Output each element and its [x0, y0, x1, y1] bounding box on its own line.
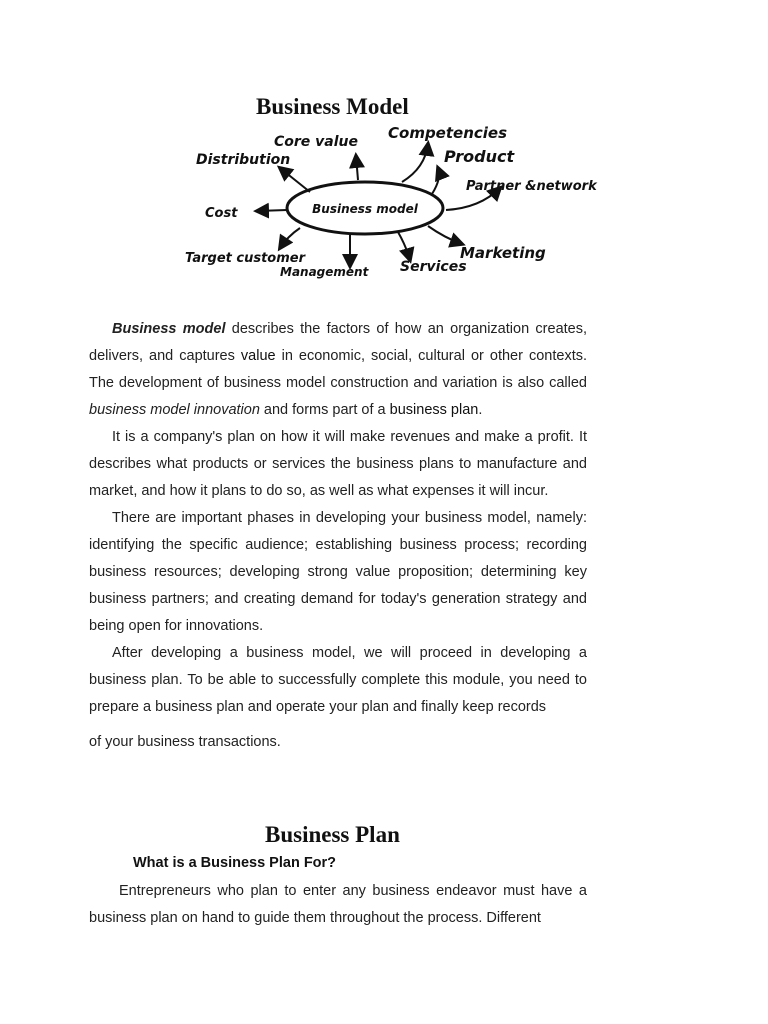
label-distribution: Distribution — [196, 152, 291, 168]
business-model-title: Business Model — [256, 94, 409, 119]
arrow-cost — [257, 210, 287, 211]
paragraph-definition — [89, 316, 587, 424]
link-value[interactable]: value — [240, 348, 276, 364]
paragraph-phases: There are important phases in developing your business model, namely: identifying the specific audience; establishing business process; recording business resources; developing strong value proposition; determining key business partners; and creating demand for today's generation strategy and being open for innovations. — [89, 510, 587, 634]
label-marketing: Marketing — [460, 244, 546, 262]
label-product: Product — [444, 147, 515, 166]
paragraph-company-plan: It is a company's plan on how it will make revenues and make a profit. It describes what products or services the business plans to manufacture and market, and how it plans to do so, as well as what expenses it will incur. — [89, 429, 587, 499]
label-management: Management — [280, 265, 369, 279]
label-cost: Cost — [205, 206, 238, 221]
label-partner-network: Partner &network — [466, 179, 597, 194]
arrow-core-value — [356, 156, 358, 180]
arrow-competencies — [402, 144, 428, 182]
diagram-svg — [170, 118, 620, 290]
label-target-customer: Target customer — [185, 251, 305, 266]
p1-text-c: and forms part of a — [259, 402, 390, 418]
paragraph-after-developing-tail: of your business transactions. — [89, 734, 281, 750]
term-business-model-innovation: business model innovation — [89, 402, 260, 418]
label-services: Services — [400, 259, 467, 275]
paragraph-entrepreneurs: Entrepreneurs who plan to enter any business endeavor must have a business plan on hand to guide them throughout the process. Different — [89, 883, 587, 926]
center-label: Business model — [312, 202, 418, 216]
arrow-marketing — [428, 226, 462, 244]
label-competencies: Competencies — [388, 124, 508, 142]
term-business-model: Business model — [112, 321, 226, 337]
link-business-plan[interactable]: business plan — [389, 402, 479, 418]
business-plan-body — [89, 878, 587, 932]
business-plan-subheading: What is a Business Plan For? — [133, 855, 337, 871]
business-model-body — [89, 316, 587, 756]
arrow-distribution — [280, 168, 310, 192]
business-plan-title: Business Plan — [265, 822, 400, 847]
paragraph-after-developing: After developing a business model, we will proceed in developing a business plan. To be able to successfully complete this module, you need to prepare a business plan and operate your plan and finally keep records — [89, 645, 587, 715]
p1-text-b: in economic, social, cultural or other contexts. The development of business model construction and variation is also called — [89, 348, 587, 391]
label-core-value: Core value — [274, 134, 358, 150]
arrow-services — [398, 232, 410, 260]
business-model-diagram — [170, 118, 620, 290]
arrow-product — [432, 168, 439, 194]
arrow-target-customer — [280, 228, 300, 248]
p1-text-a: describes the factors of how an organization creates, delivers, and captures — [89, 321, 588, 364]
p1-text-d: . — [478, 402, 483, 418]
